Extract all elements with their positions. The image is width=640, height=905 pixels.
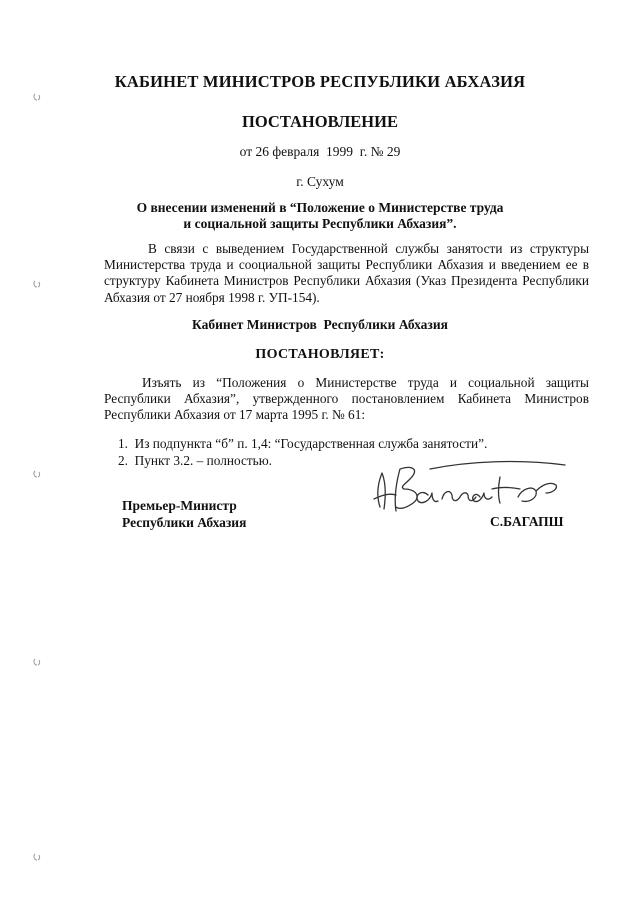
subject-line-1: О внесении изменений в “Положение о Министерстве труда <box>136 200 504 215</box>
list-item: 2. Пункт 3.2. – полностью. <box>118 453 273 468</box>
date-and-number: от 26 февраля 1999 г. № 29 <box>239 144 401 159</box>
issuing-authority-title: КАБИНЕТ МИНИСТРОВ РЕСПУБЛИКИ АБХАЗИЯ <box>114 72 526 91</box>
punch-hole-mark <box>30 655 44 669</box>
punch-hole-mark <box>30 850 44 864</box>
operative-paragraph: Изъять из “Положения о Министерстве труда и социальной защиты Республики Абхазия”, утвержденного постановлением Кабинета Министров Республики Абхазия от 17 марта 1995 г. № 61: <box>104 375 589 423</box>
document-type-title: ПОСТАНОВЛЕНИЕ <box>242 112 398 131</box>
subject-heading <box>0 200 640 232</box>
punch-hole-mark <box>30 90 44 104</box>
punch-hole-mark <box>30 277 44 291</box>
signatory-name: С.БАГАПШ <box>490 514 564 529</box>
resolves-heading: ПОСТАНОВЛЯЕТ: <box>255 347 385 362</box>
signatory-position-line-2: Республики Абхазия <box>122 515 247 530</box>
cabinet-line: Кабинет Министров Республики Абхазия <box>192 317 448 332</box>
punch-hole-mark <box>30 467 44 481</box>
signatory-position <box>122 497 246 531</box>
subject-line-2: и социальной защиты Республики Абхазия”. <box>183 216 457 231</box>
list-item: 1. Из подпункта “б” п. 1,4: “Государственная служба занятости”. <box>118 436 488 451</box>
signatory-position-line-1: Премьер-Министр <box>122 498 237 513</box>
city: г. Сухум <box>296 174 344 189</box>
preamble-paragraph: В связи с выведением Государственной службы занятости из структуры Министерства труда и сооциальной защиты Республики Абхазия и введением ее в структуру Кабинета Министров Республики Абхазия (Указ Президента Республики Абхазия от 27 ноября 1998 г. УП-154). <box>104 241 589 305</box>
